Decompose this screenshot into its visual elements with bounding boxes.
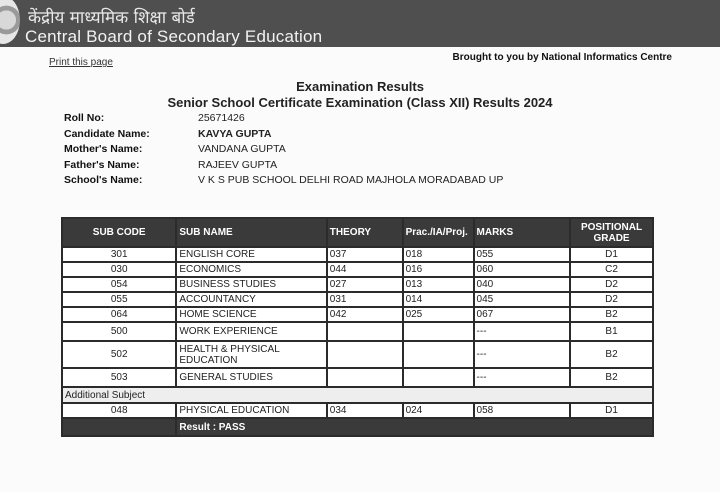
theory-cell [327, 322, 403, 341]
header-marks: MARKS [474, 218, 571, 247]
table-row [62, 277, 653, 292]
theory-cell: 037 [327, 247, 403, 262]
header-practical: Prac./IA/Proj. [403, 218, 474, 247]
theory-cell: 031 [327, 292, 403, 307]
sub-name-cell: GENERAL STUDIES [176, 368, 326, 387]
sub-name-cell: ENGLISH CORE [176, 247, 326, 262]
exam-title: Senior School Certificate Examination (Class XII) Results 2024 [167, 95, 553, 110]
marks-cell: 045 [474, 292, 571, 307]
roll-value: 25671426 [198, 112, 245, 124]
header-sub-code: SUB CODE [62, 218, 176, 247]
sub-code-cell: 064 [62, 307, 176, 322]
grade-cell: D1 [570, 247, 653, 262]
grade-cell: D1 [570, 403, 653, 418]
grade-cell: D2 [570, 277, 653, 292]
sub-name-cell: PHYSICAL EDUCATION [176, 403, 326, 418]
theory-cell: 044 [327, 262, 403, 277]
print-link[interactable]: Print this page [49, 57, 113, 68]
sub-name-cell: HEALTH & PHYSICAL EDUCATION [176, 341, 326, 368]
sub-code-cell: 500 [62, 322, 176, 341]
practical-cell: 016 [403, 262, 474, 277]
theory-cell [327, 368, 403, 387]
practical-cell: 024 [403, 403, 474, 418]
sub-code-cell: 048 [62, 403, 176, 418]
theory-cell: 042 [327, 307, 403, 322]
header-positional-grade: POSITIONAL GRADE [570, 218, 653, 247]
table-row [62, 292, 653, 307]
page-title: Examination Results [296, 79, 424, 94]
grade-cell: B1 [570, 322, 653, 341]
sub-code-cell: 055 [62, 292, 176, 307]
grade-cell: B2 [570, 368, 653, 387]
marks-cell: 058 [474, 403, 571, 418]
candidate-name-label: Candidate Name: [64, 127, 150, 140]
table-row [62, 247, 653, 262]
hindi-title: केंद्रीय माध्यमिक शिक्षा बोर्ड [28, 8, 195, 28]
table-row [62, 322, 653, 341]
additional-subject-label: Additional Subject [62, 387, 653, 403]
header-sub-name: SUB NAME [176, 218, 326, 247]
marks-cell: 040 [474, 277, 571, 292]
header-banner [0, 0, 720, 47]
theory-cell: 027 [327, 277, 403, 292]
sub-name-cell: ACCOUNTANCY [176, 292, 326, 307]
marks-table [61, 217, 654, 437]
provider-credit: Brought to you by National Informatics Centre [452, 52, 672, 63]
sub-name-cell: HOME SCIENCE [176, 307, 326, 322]
school-name-label: School's Name: [64, 174, 143, 186]
result-row [62, 418, 653, 436]
practical-cell [403, 322, 474, 341]
grade-cell: C2 [570, 262, 653, 277]
grade-cell: B2 [570, 341, 653, 368]
school-name-value: V K S PUB SCHOOL DELHI ROAD MAJHOLA MORADABAD UP [198, 174, 504, 186]
cbse-logo-icon [0, 0, 20, 44]
table-row [62, 341, 653, 368]
sub-code-cell: 054 [62, 277, 176, 292]
sub-code-cell: 030 [62, 262, 176, 277]
marks-cell: --- [474, 322, 571, 341]
practical-cell: 013 [403, 277, 474, 292]
sub-code-cell: 301 [62, 247, 176, 262]
table-row [62, 307, 653, 322]
marks-cell: --- [474, 368, 571, 387]
marks-cell: 067 [474, 307, 571, 322]
table-row [62, 368, 653, 387]
marks-cell: 060 [474, 262, 571, 277]
grade-cell: B2 [570, 307, 653, 322]
additional-subject-row [62, 387, 653, 403]
header-theory: THEORY [327, 218, 403, 247]
grade-cell: D2 [570, 292, 653, 307]
practical-cell: 018 [403, 247, 474, 262]
sub-code-cell: 502 [62, 341, 176, 368]
roll-label: Roll No: [64, 112, 105, 124]
theory-cell [327, 341, 403, 368]
english-title: Central Board of Secondary Education [25, 27, 323, 46]
candidate-info [64, 112, 503, 190]
mother-name-value: VANDANA GUPTA [198, 143, 286, 155]
theory-cell: 034 [327, 403, 403, 418]
sub-name-cell: ECONOMICS [176, 262, 326, 277]
father-name-label: Father's Name: [64, 158, 140, 171]
result-value: Result : PASS [176, 418, 653, 436]
table-row [62, 262, 653, 277]
marks-cell: --- [474, 341, 571, 368]
practical-cell [403, 341, 474, 368]
mother-name-label: Mother's Name: [64, 143, 143, 155]
sub-code-cell: 503 [62, 368, 176, 387]
table-row [62, 403, 653, 418]
candidate-name-value: KAVYA GUPTA [198, 127, 272, 140]
practical-cell: 025 [403, 307, 474, 322]
result-spacer [62, 418, 176, 436]
sub-name-cell: WORK EXPERIENCE [176, 322, 326, 341]
marks-cell: 055 [474, 247, 571, 262]
sub-name-cell: BUSINESS STUDIES [176, 277, 326, 292]
practical-cell [403, 368, 474, 387]
father-name-value: RAJEEV GUPTA [198, 158, 278, 171]
practical-cell: 014 [403, 292, 474, 307]
